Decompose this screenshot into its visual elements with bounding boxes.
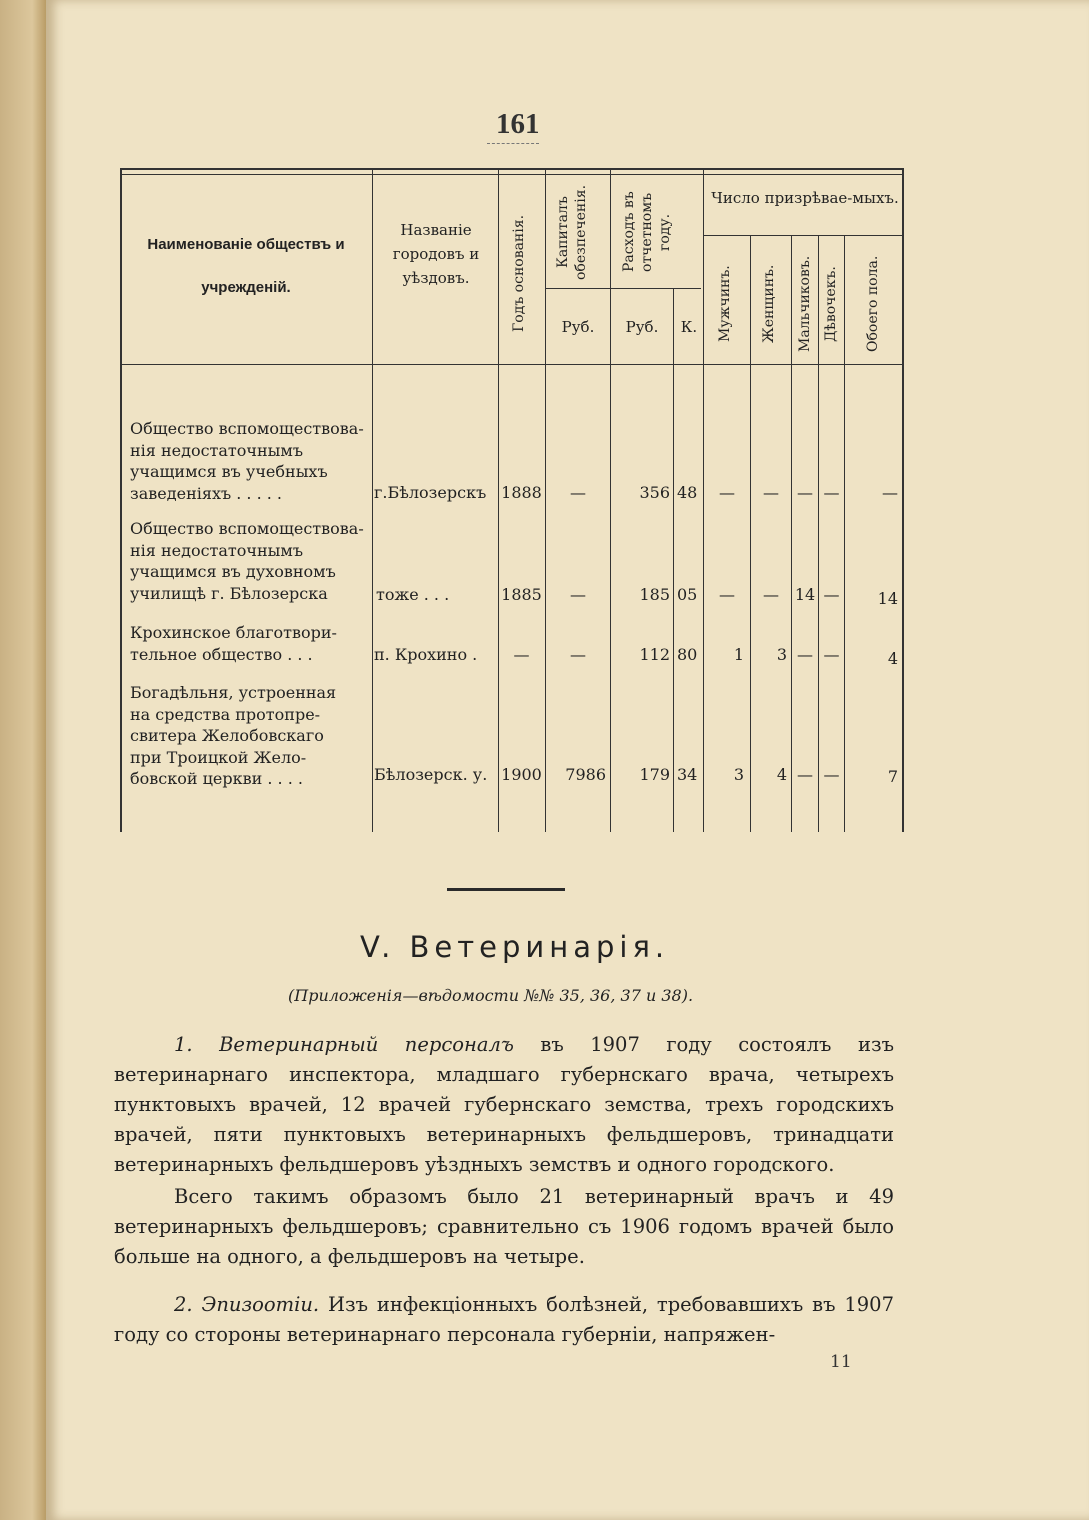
paragraph-2 [114, 1182, 894, 1272]
row-2-name: Общество вспомоществова- нія недостаточнымъ учащимся въ духовномъ училищѣ г. Бѣлозерска [130, 519, 364, 603]
row-3-capital: — [570, 645, 586, 664]
row-2-both: 14 [877, 589, 898, 608]
header-year: Годъ основанія. [511, 214, 527, 332]
col-rule [818, 235, 819, 832]
row-1-boys: — [797, 483, 813, 502]
col-rule [610, 168, 611, 832]
header-women: Женщинъ. [761, 264, 777, 344]
row-2-rub: 185 [639, 585, 670, 604]
row-3-men: 1 [733, 645, 744, 664]
section-divider [447, 888, 565, 891]
paragraph-1-number: 1. [174, 1033, 193, 1056]
header-kop-expense: К. [680, 318, 698, 336]
row-4-year: 1900 [501, 765, 542, 784]
paragraph-3-number: 2. [174, 1293, 193, 1316]
row-4-girls: — [823, 765, 840, 784]
row-2-girls: — [823, 585, 840, 604]
paragraph-1-text: въ 1907 году состоялъ изъ ветеринарнаго инспектора, младшаго губернскаго врача, четырехъ пунктовыхъ врачей, 12 врачей губернскаго земства, трехъ городскихъ врачей, пяти пунктовыхъ ветеринарныхъ фельдшеровъ, тринадцати ветеринарныхъ фельдшеровъ уѣздныхъ земствъ и одного городского. [114, 1033, 894, 1176]
col-rule [844, 235, 845, 832]
statistics-table [120, 168, 904, 848]
row-3-name: Крохинское благотвори- тельное общество . . . [130, 623, 337, 664]
book-gutter [0, 0, 46, 1520]
header-expense: Расходъ въ отчетномъ году. [621, 191, 673, 273]
col-rule [750, 235, 751, 832]
row-1-city: г.Бѣлозерскъ [374, 483, 487, 502]
col-rule [791, 235, 792, 832]
row-2-year: 1885 [501, 585, 542, 604]
count-group-rule [704, 235, 904, 236]
row-3-both: 4 [887, 649, 898, 668]
header-men: Мужчинъ. [717, 265, 733, 343]
page-number: 161 [496, 108, 540, 140]
row-4-both: 7 [887, 767, 898, 786]
col-rule [673, 288, 674, 832]
header-bottom-rule [120, 364, 904, 365]
paragraph-2-text: Всего такимъ образомъ было 21 ветеринарный врачъ и 49 ветеринарныхъ фельдшеровъ; сравнительно съ 1906 годомъ врачей было больше на одного, а фельдшеровъ на четыре. [114, 1185, 894, 1268]
row-3-year: — [513, 645, 530, 664]
page-number-ornament [487, 143, 539, 148]
row-4-men: 3 [733, 765, 744, 784]
row-1-capital: — [570, 483, 586, 502]
header-city: Названіе городовъ и уѣздовъ. [392, 221, 480, 287]
row-3-boys: — [797, 645, 813, 664]
row-4-name: Богадѣльня, устроенная на средства протопре- свитера Желобовскаго при Троицкой Жело- бовской церкви . . . . [130, 683, 337, 788]
row-1-name: Общество вспомоществова- нія недостаточнымъ учащимся въ учебныхъ заведеніяхъ . . . . . [130, 419, 364, 503]
row-2-capital: — [570, 585, 586, 604]
row-1-both: — [882, 483, 898, 502]
row-3-women: 3 [776, 645, 787, 664]
row-3-kop: 80 [677, 645, 698, 664]
row-3-girls: — [823, 645, 840, 664]
header-girls: Дѣвочекъ. [823, 266, 839, 342]
row-4-rub: 179 [639, 765, 670, 784]
paragraph-3 [114, 1290, 894, 1350]
paragraph-3-text: Изъ инфекціонныхъ болѣзней, требовавшихъ въ 1907 году со стороны ветеринарнаго персонала губерніи, напряжен- [114, 1293, 894, 1346]
header-count-group: Число призрѣвае-мыхъ. [711, 189, 899, 207]
row-4-women: 4 [776, 765, 787, 784]
header-rub-capital: Руб. [561, 318, 595, 336]
table-top-rule-inner [120, 174, 904, 175]
col-rule [120, 168, 122, 832]
row-1-men: — [719, 483, 735, 502]
row-2-women: — [763, 585, 779, 604]
row-1-girls: — [823, 483, 840, 502]
row-4-kop: 34 [677, 765, 698, 784]
header-capital: Капиталъ обезпеченія. [555, 184, 589, 280]
row-2-boys: 14 [794, 585, 816, 604]
row-1-rub: 356 [639, 483, 670, 502]
row-2-kop: 05 [677, 585, 698, 604]
header-both: Обоего пола. [865, 255, 881, 353]
row-4-boys: — [797, 765, 813, 784]
row-2-city: тоже . . . [376, 585, 450, 604]
col-rule [372, 168, 373, 832]
row-1-women: — [763, 483, 779, 502]
paragraph-3-lead: Эпизоотіи. [201, 1293, 320, 1316]
section-title: V. Ветеринарія. [360, 930, 670, 964]
row-1-kop: 48 [677, 483, 698, 502]
header-rub-expense: Руб. [625, 318, 659, 336]
row-1-year: 1888 [501, 483, 542, 502]
header-sub-rule [546, 288, 701, 289]
header-boys: Мальчиковъ. [797, 255, 813, 353]
row-2-men: — [719, 585, 735, 604]
paragraph-1-lead: Ветеринарный персоналъ [219, 1033, 514, 1056]
row-3-city: п. Крохино . [374, 645, 478, 664]
row-4-city: Бѣлозерск. у. [374, 765, 488, 784]
signature-mark: 11 [830, 1352, 852, 1372]
header-name: Наименованіе обществъ и учрежденій. [147, 236, 345, 296]
section-subtitle: (Приложенія—вѣдомости №№ 35, 36, 37 и 38). [288, 986, 694, 1005]
row-3-rub: 112 [639, 645, 670, 664]
paragraph-1 [114, 1030, 894, 1180]
col-rule [902, 168, 904, 832]
row-4-capital: 7986 [565, 765, 606, 784]
table-top-rule [120, 168, 904, 170]
